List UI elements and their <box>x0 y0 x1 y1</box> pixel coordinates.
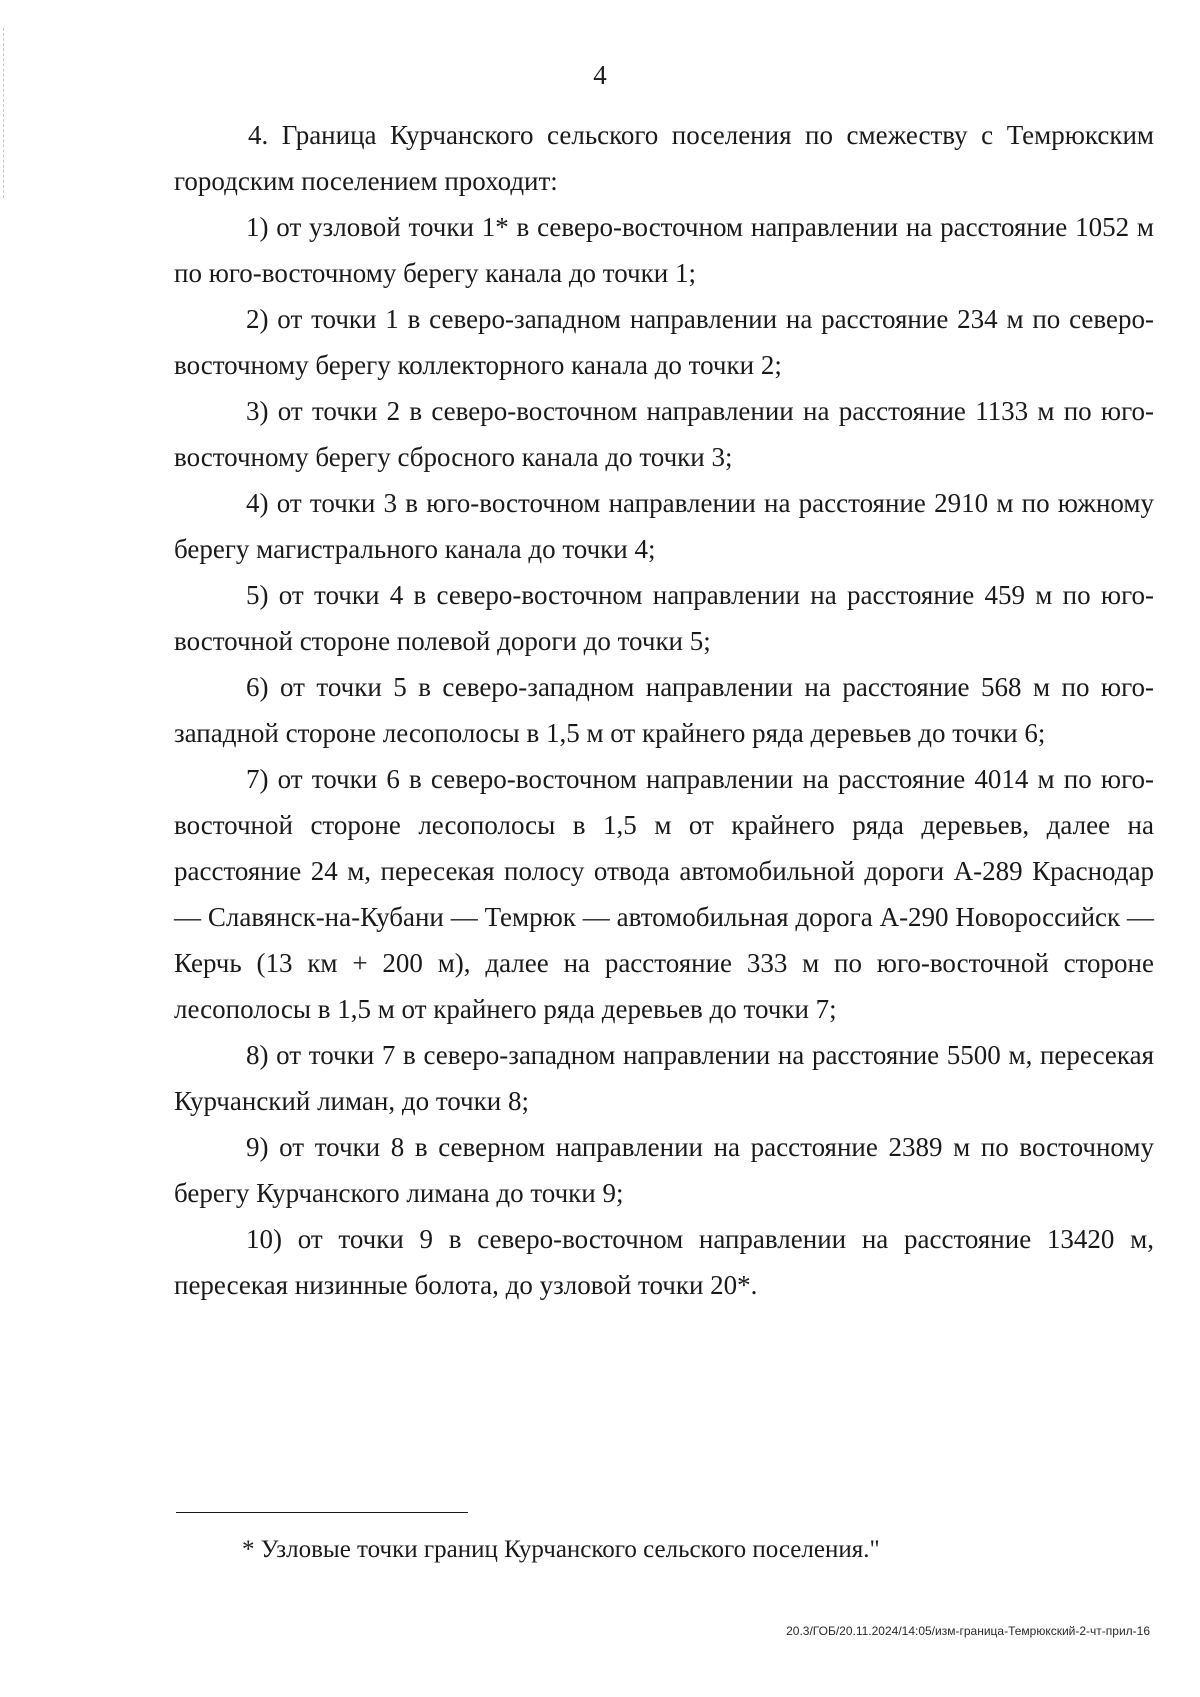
footnote: * Узловые точки границ Курчанского сельского поселения." <box>242 1536 880 1563</box>
margin-scan-marks <box>3 28 6 198</box>
document-body <box>174 112 1154 1308</box>
page-number: 4 <box>593 60 607 90</box>
paragraph-item-1: 1) от узловой точки 1* в северо-восточном направлении на расстояние 1052 м по юго-восточному берегу канала до точки 1; <box>174 212 1154 288</box>
paragraph-item-9: 9) от точки 8 в северном направлении на расстояние 2389 м по восточному берегу Курчанского лимана до точки 9; <box>174 1132 1154 1208</box>
paragraph-intro: 4. Граница Курчанского сельского поселения по смежеству с Темрюкским городским поселением проходит: <box>174 120 1154 196</box>
paragraph-item-6: 6) от точки 5 в северо-западном направлении на расстояние 568 м по юго-западной стороне лесополосы в 1,5 м от крайнего ряда деревьев до точки 6; <box>174 672 1154 748</box>
paragraph-item-8: 8) от точки 7 в северо-западном направлении на расстояние 5500 м, пересекая Курчанский лиман, до точки 8; <box>174 1040 1154 1116</box>
paragraph-item-4: 4) от точки 3 в юго-восточном направлении на расстояние 2910 м по южному берегу магистрального канала до точки 4; <box>174 488 1154 564</box>
document-code: 20.3/ГОБ/20.11.2024/14:05/изм-граница-Темрюкский-2-чт-прил-16 <box>786 1624 1150 1638</box>
footnote-separator <box>176 1512 468 1513</box>
paragraph-item-5: 5) от точки 4 в северо-восточном направлении на расстояние 459 м по юго-восточной стороне полевой дороги до точки 5; <box>174 580 1154 656</box>
paragraph-item-3: 3) от точки 2 в северо-восточном направлении на расстояние 1133 м по юго-восточному берегу сбросного канала до точки 3; <box>174 396 1154 472</box>
paragraph-item-2: 2) от точки 1 в северо-западном направлении на расстояние 234 м по северо-восточному берегу коллекторного канала до точки 2; <box>174 304 1154 380</box>
paragraph-item-10: 10) от точки 9 в северо-восточном направлении на расстояние 13420 м, пересекая низинные болота, до узловой точки 20*. <box>174 1224 1154 1300</box>
paragraph-item-7: 7) от точки 6 в северо-восточном направлении на расстояние 4014 м по юго-восточной стороне лесополосы в 1,5 м от крайнего ряда деревьев, далее на расстояние 24 м, пересекая полосу отвода автомобильной дороги А-289 Краснодар — Славянск-на-Кубани — Темрюк — автомобильная дорога А-290 Новороссийск — Керчь (13 км + 200 м), далее на расстояние 333 м по юго-восточной стороне лесополосы в 1,5 м от крайнего ряда деревьев до точки 7; <box>174 764 1154 1024</box>
